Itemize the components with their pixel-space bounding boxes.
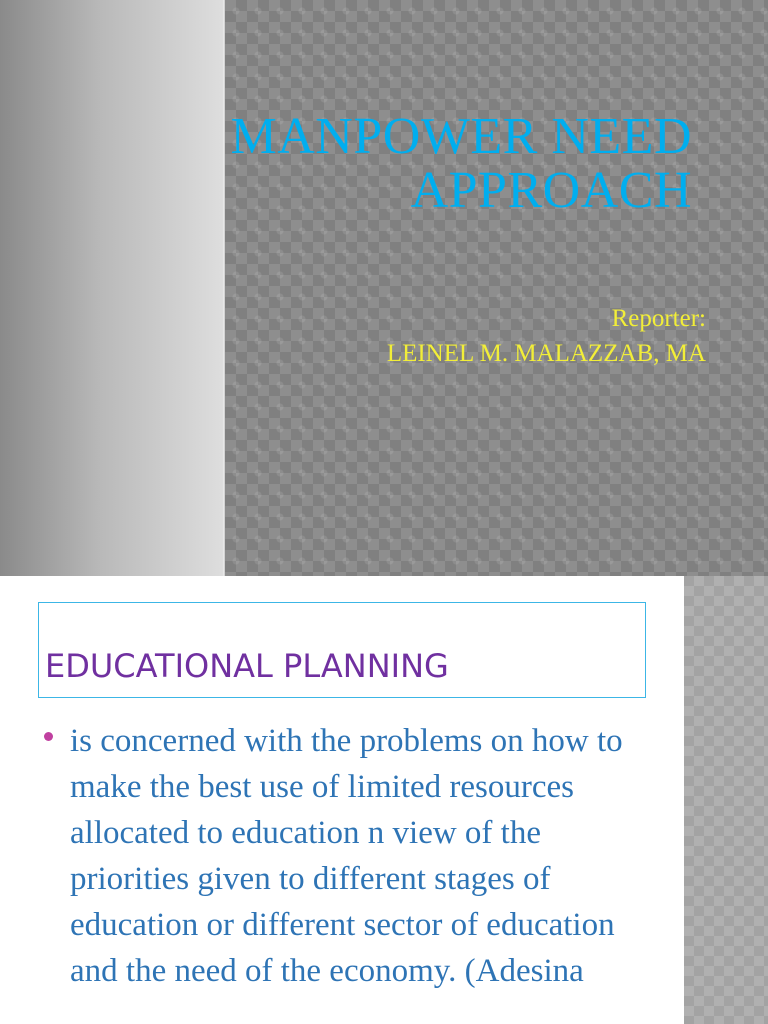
slide-title-line-1: MANPOWER NEED <box>230 108 692 165</box>
reporter-label: Reporter: <box>611 305 706 332</box>
section-heading: EDUCATIONAL PLANNING <box>45 647 449 685</box>
heading-box <box>38 602 646 698</box>
patterned-background-panel <box>225 0 768 576</box>
content-slide <box>0 576 768 1024</box>
patterned-side-band <box>684 576 768 1024</box>
bullet-text: is concerned with the problems on how to make the best use of limited resources allocated to education n view of the priorities given to different stages of education or different sector of education and the need of the economy. (Adesina <box>70 723 623 989</box>
slide-title <box>72 110 692 217</box>
left-gradient-panel <box>0 0 224 576</box>
bullet-dot-icon <box>44 732 53 741</box>
slide-title-line-2: APPROACH <box>410 161 692 219</box>
reporter-name: LEINEL M. MALAZZAB, MA <box>386 339 706 367</box>
slide-subtitle <box>387 302 706 371</box>
